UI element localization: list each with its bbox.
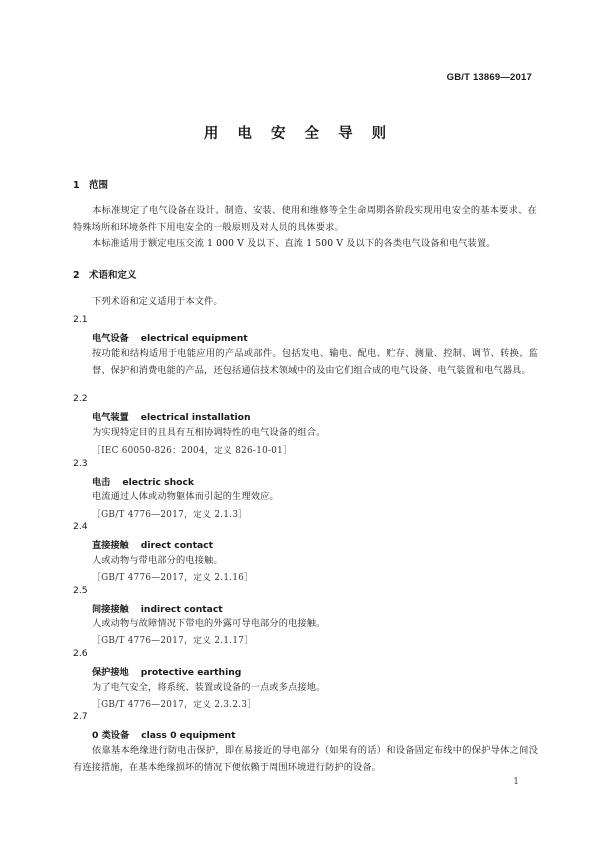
term-cn: 电击 <box>92 477 111 488</box>
scope-paragraph-2: 本标准适用于额定电压交流 1 000 V 及以下、直流 1 500 V 及以下的各类电气设备和电气装置。 <box>92 238 496 249</box>
clause-number: 2.4 <box>73 521 88 532</box>
term-cn: 0 类设备 <box>92 730 130 741</box>
term-cn: 电气装置 <box>92 412 129 423</box>
scope-paragraph-1: 本标准规定了电气设备在设计、制造、安装、使用和维修等全生命周期各阶段实现用电安全的基本要求、在特殊场所和环境条件下用电安全的一般原则及对人员的具体要求。 <box>73 205 537 233</box>
term-definition: 为实现特定目的且具有互相协调特性的电气设备的组合。 <box>92 427 326 438</box>
term-heading <box>92 664 241 678</box>
section-heading-scope <box>73 177 108 191</box>
term-en: direct contact <box>140 540 214 551</box>
term-en: electric shock <box>122 477 195 488</box>
clause-number: 2.1 <box>73 314 88 325</box>
clause-number: 2.7 <box>73 711 88 722</box>
section-number: 2 <box>73 270 80 281</box>
term-heading <box>92 727 236 741</box>
term-cn: 间接接触 <box>92 604 129 615</box>
term-en: protective earthing <box>140 667 242 678</box>
section-number: 1 <box>73 180 80 191</box>
term-definition: 电流通过人体或动物躯体而引起的生理效应。 <box>92 491 279 502</box>
term-reference: ［GB/T 4776—2017，定义 2.1.16］ <box>92 573 254 583</box>
term-definition: 人或动物与故障情况下带电的外露可导电部分的电接触。 <box>92 618 326 629</box>
term-cn: 电气设备 <box>92 333 129 344</box>
section-heading-terms <box>73 267 137 281</box>
term-en: electrical installation <box>140 412 251 423</box>
page-title: 用 电 安 全 导 则 <box>203 126 394 142</box>
clause-number: 2.6 <box>73 648 88 659</box>
term-cn: 保护接地 <box>92 667 129 678</box>
clause-number: 2.5 <box>73 585 88 596</box>
term-reference: ［GB/T 4776—2017，定义 2.3.2.3］ <box>92 700 257 710</box>
term-heading <box>92 474 194 488</box>
term-definition: 为了电气安全，将系统、装置或设备的一点或多点接地。 <box>92 682 326 693</box>
term-heading <box>92 601 223 615</box>
page-number: 1 <box>513 777 519 787</box>
term-heading <box>92 537 213 551</box>
section-title: 范围 <box>89 180 109 191</box>
term-en: electrical equipment <box>140 333 248 344</box>
term-en: class 0 equipment <box>141 730 236 741</box>
section-title: 术语和定义 <box>89 270 137 281</box>
term-reference: ［GB/T 4776—2017，定义 2.1.3］ <box>92 510 248 520</box>
term-cn: 直接接触 <box>92 540 129 551</box>
clause-number: 2.2 <box>73 393 88 404</box>
terms-intro: 下列术语和定义适用于本文件。 <box>92 296 223 307</box>
term-reference: ［GB/T 4776—2017，定义 2.1.17］ <box>92 636 254 646</box>
term-heading <box>92 330 248 344</box>
standard-code: GB/T 13869—2017 <box>446 72 532 83</box>
term-reference: ［IEC 60050-826：2004，定义 826-10-01］ <box>92 446 293 456</box>
clause-number: 2.3 <box>73 458 88 469</box>
term-definition: 按功能和结构适用于电能应用的产品或部件。包括发电、输电、配电、贮存、测量、控制、调节、转换、监督、保护和消费电能的产品，还包括通信技术领域中的及由它们组合成的电气设备、电气装置和电气器具。 <box>92 348 538 376</box>
term-en: indirect contact <box>140 604 223 615</box>
term-definition: 人或动物与带电部分的电接触。 <box>92 555 223 566</box>
term-heading <box>92 409 251 423</box>
term-definition: 依靠基本绝缘进行防电击保护，即在易接近的导电部分（如果有的话）和设备固定布线中的保护导体之间没有连接措施，在基本绝缘损坏的情况下便依赖于周围环境进行防护的设备。 <box>73 745 538 773</box>
